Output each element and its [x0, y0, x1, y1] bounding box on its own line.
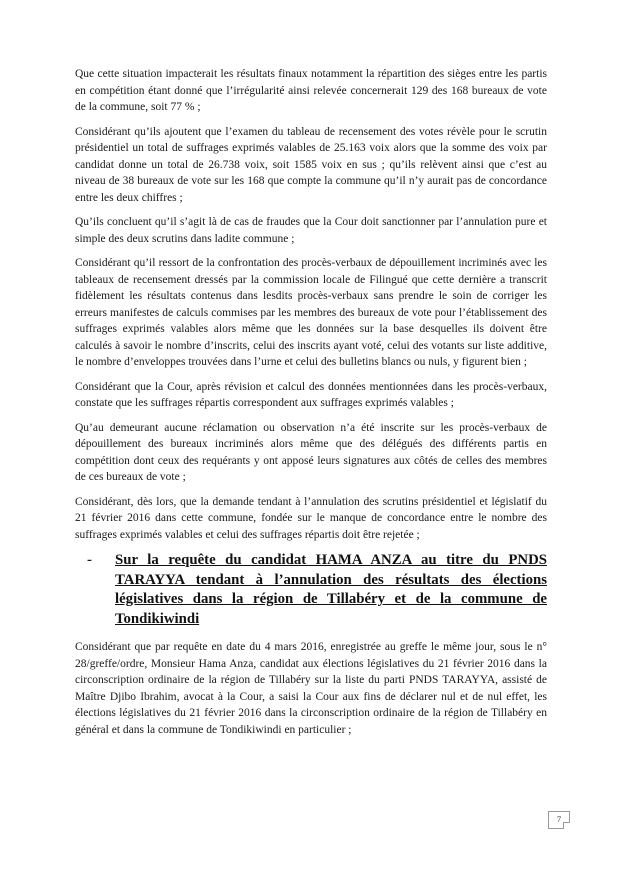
paragraph-7: Considérant, dès lors, que la demande tendant à l’annulation des scrutins présidentiel et législatif du 21 février 2016 dans cette commune, fondée sur le manque de concordance entre le nombre des suffrages exprimés valables et celui des suffrages répartis doit être rejetée ;	[75, 495, 547, 541]
page-number: 7	[556, 814, 562, 824]
section-heading	[75, 551, 547, 629]
page-body	[75, 66, 547, 746]
heading-text: Sur la requête du candidat HAMA ANZA au titre du PNDS TARAYYA tendant à l’annulation des résultats des élections législatives dans la région de Tillabéry et de la commune de Tondikiwindi	[115, 552, 547, 627]
paragraph-4: Considérant qu’il ressort de la confrontation des procès-verbaux de dépouillement incriminés avec les tableaux de recensement dressés par la commission locale de Filingué que cette dernière a transcrit fidèlement les résultats contenus dans lesdits procès-verbaux sans prendre le soin de corriger les erreurs manifestes de calculs commises par les membres des bureaux de vote pour l’établissement des suffrages exprimés valables alors même que les données sur la base desquelles ils doivent être calculés à savoir le nombre d’inscrits, celui des inscrits ayant voté, celui des votants sur liste additive, le nombre d’enveloppes trouvées dans l’urne et celui des bulletins blancs ou nuls, y figurent bien ;	[75, 257, 547, 368]
page-number-box	[548, 811, 570, 829]
paragraph-final: Considérant que par requête en date du 4 mars 2016, enregistrée au greffe le même jour, sous le n° 28/greffe/ordre, Monsieur Hama Anza, candidat aux élections législatives du 21 février 2016 dans la circonscription ordinaire de la région de Tillabéry sur la liste du parti PNDS TARAYYA, assisté de Maître Djibo Ibrahim, avocat à la Cour, a saisi la Cour aux fins de déclarer nul et de nul effet, les élections législatives du 21 février 2016 dans la circonscription ordinaire de la région de Tillabéry en général et dans la commune de Tondikiwindi en particulier ;	[75, 641, 547, 736]
paragraph-2: Considérant qu’ils ajoutent que l’examen du tableau de recensement des votes révèle pour le scrutin présidentiel un total de suffrages exprimés valables de 25.163 voix alors que la somme des voix par candidat donne un total de 26.738 voix, soit 1585 voix en sus ; qu’ils relèvent ainsi que c’est au niveau de 38 bureaux de vote sur les 168 que compte la commune qu’il n’y aurait pas de concordance entre les deux chiffres ;	[75, 125, 547, 204]
paragraph-5: Considérant que la Cour, après révision et calcul des données mentionnées dans les procès-verbaux, constate que les suffrages répartis correspondent aux suffrages exprimés valables ;	[75, 380, 547, 409]
heading-bullet: -	[87, 552, 92, 568]
paragraph-1: Que cette situation impacterait les résultats finaux notamment la répartition des sièges entre les partis en compétition étant donné que l’irrégularité ainsi relevée concernerait 129 des 168 bureaux de vote de la commune, soit 77 % ;	[75, 68, 547, 113]
paragraph-6: Qu’au demeurant aucune réclamation ou observation n’a été inscrite sur les procès-verbaux de dépouillement des bureaux incriminés alors même que des délégués des différents partis en compétition dont ceux des requérants y ont apposé leurs signatures aux côtés de celles des membres de ces bureaux de vote ;	[75, 421, 547, 483]
paragraph-3: Qu’ils concluent qu’il s’agit là de cas de fraudes que la Cour doit sanctionner par l’annulation pure et simple des deux scrutins dans ladite commune ;	[75, 216, 547, 245]
